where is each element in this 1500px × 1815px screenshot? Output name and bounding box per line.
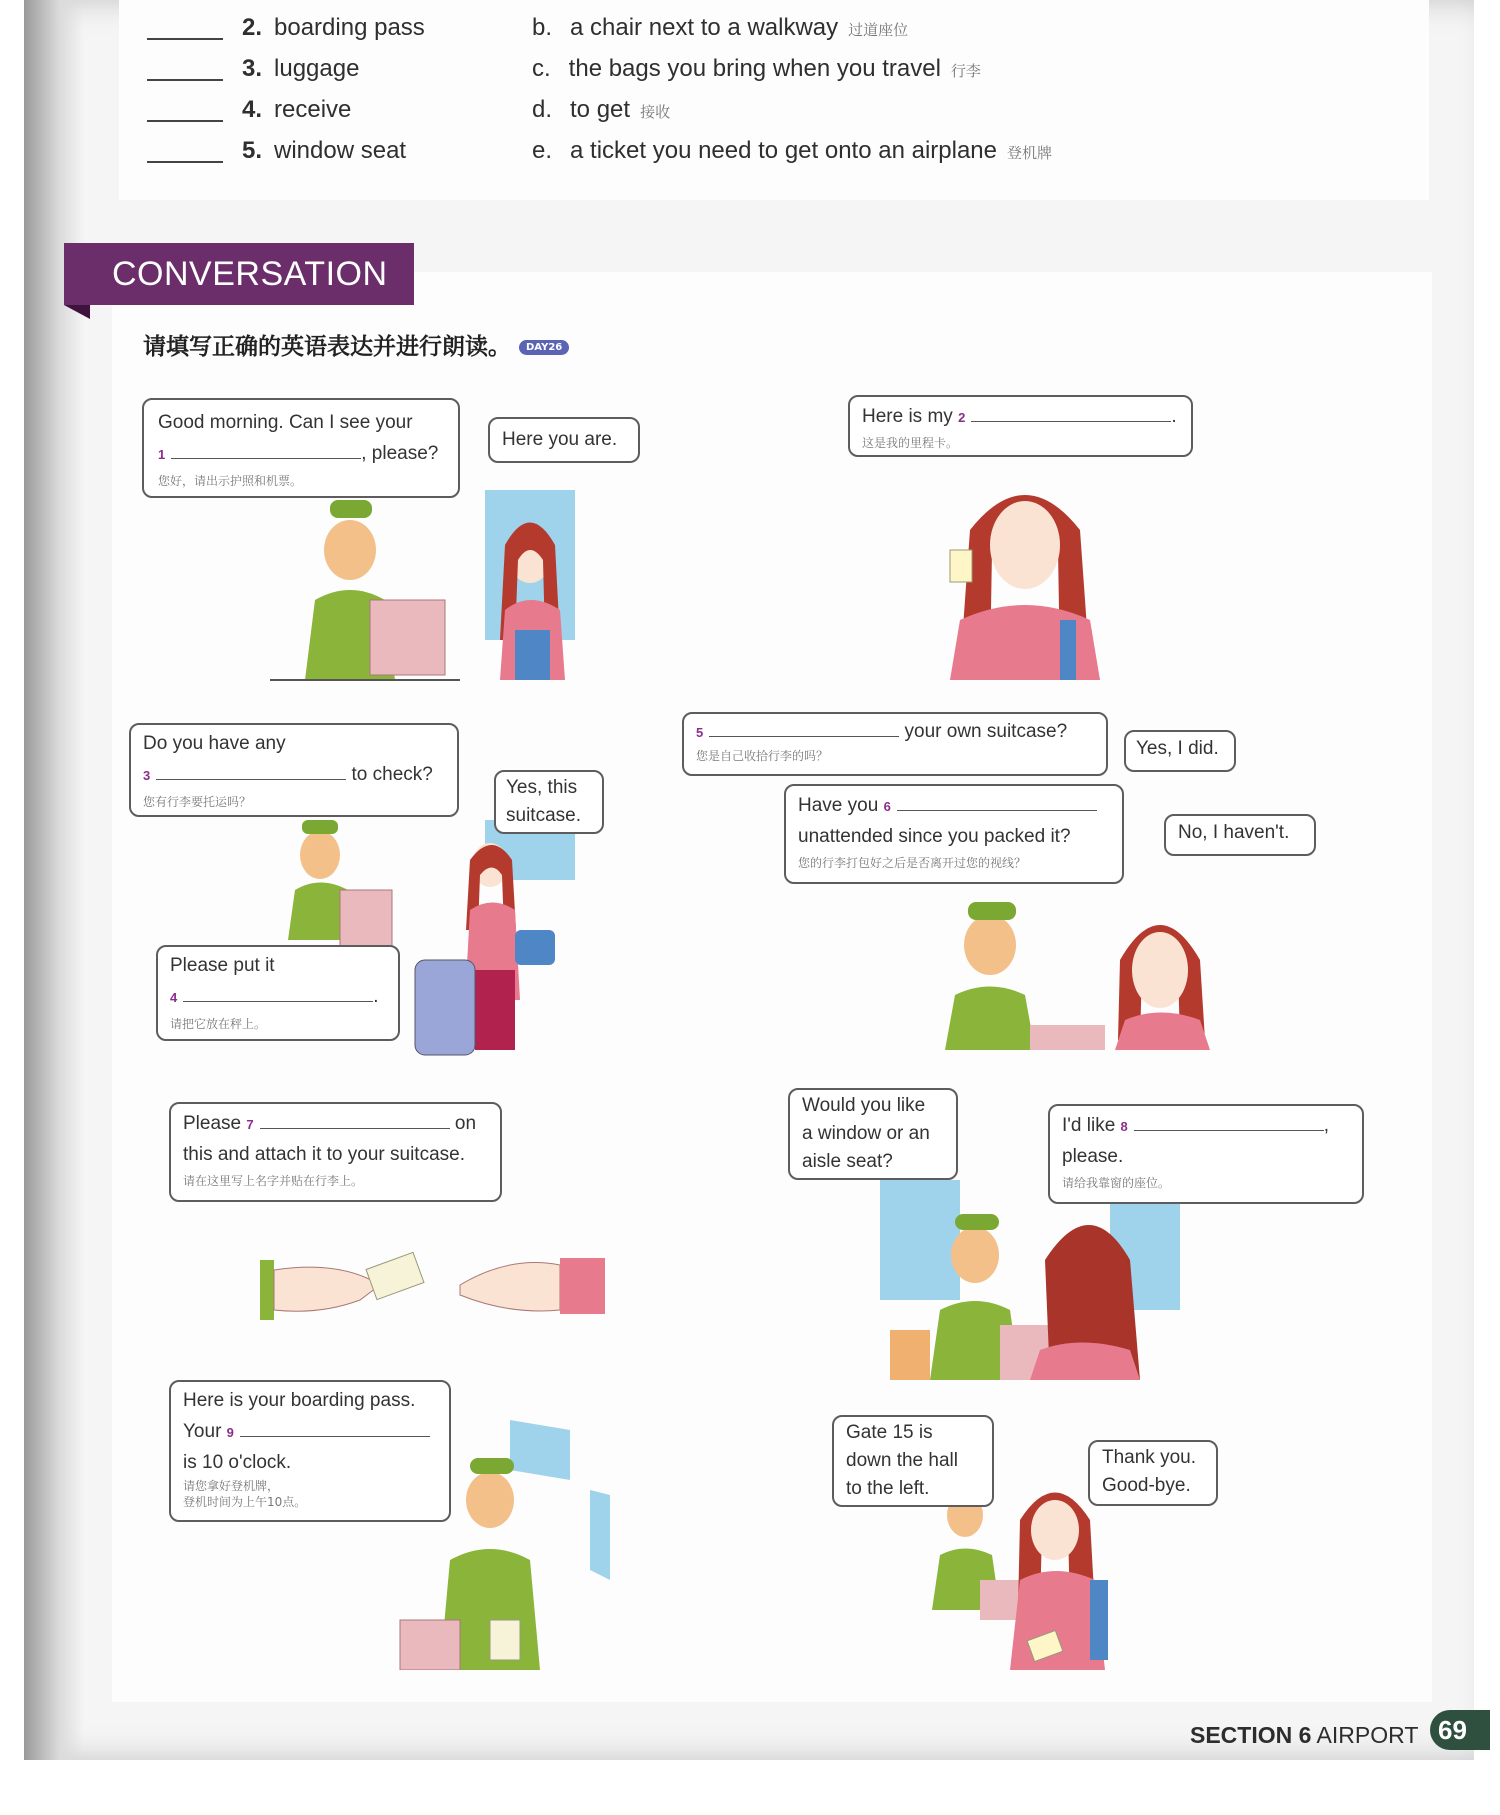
answer-blank[interactable] [147,38,223,40]
answer-blank[interactable] [147,120,223,122]
section-title: CONVERSATION [64,243,414,305]
fill-blank-8[interactable] [1134,1110,1324,1131]
fill-blank-1[interactable] [171,438,361,459]
fill-blank-4[interactable] [183,981,373,1002]
fill-blank-3[interactable] [156,759,346,780]
speech-bubble-traveler-4: Yes, I did. [1124,730,1236,772]
instruction-text: 请填写正确的英语表达并进行朗读。 DAY26 [143,328,569,361]
fill-blank-6[interactable] [897,790,1097,811]
term-item: 3. luggage [242,55,360,82]
definition-item: c. the bags you bring when you travel 行李 [532,55,981,82]
fill-blank-9[interactable] [240,1416,430,1437]
answer-blank[interactable] [147,161,223,163]
speech-bubble-traveler-6: I'd like 8 , please. 请给我靠窗的座位。 [1048,1104,1364,1204]
check-in-illustration-3 [930,890,1240,1050]
speech-bubble-agent-7: Would you like a window or an aisle seat? [788,1088,958,1180]
speech-bubble-agent-4: 5 your own suitcase? 您是自己收拾行李的吗？ [682,712,1108,776]
speech-bubble-traveler-5: No, I haven't. [1164,814,1316,856]
audio-day-badge[interactable]: DAY26 [519,340,569,355]
section-tab-fold [64,305,90,319]
fill-blank-5[interactable] [709,716,899,737]
traveler-illustration [930,470,1120,680]
check-in-illustration-4 [880,1180,1190,1380]
speech-bubble-agent-8: Here is your boarding pass. Your 9 is 10 o'clock. 请您拿好登机牌， 登机时间为上午10点。 [169,1380,451,1522]
answer-blank[interactable] [147,79,223,81]
section-footer: SECTION 6 AIRPORT [1190,1722,1419,1748]
definition-item: d. to get 接收 [532,96,671,123]
definition-item: e. a ticket you need to get onto an airplane 登机牌 [532,137,1053,164]
speech-bubble-agent-9: Gate 15 is down the hall to the left. [832,1415,994,1507]
page-number: 69 [1430,1710,1490,1750]
speech-bubble-agent-5: Have you 6 unattended since you packed it? 您的行李打包好之后是否离开过您的视线？ [784,784,1124,884]
speech-bubble-traveler-1: Here you are. [488,417,640,463]
term-item: 2. boarding pass [242,14,425,41]
fill-blank-7[interactable] [260,1108,450,1129]
speech-bubble-traveler-2: Here is my 2 . 这是我的里程卡。 [848,395,1193,457]
speech-bubble-agent-1: Good morning. Can I see your 1 , please? 您好，请出示护照和机票。 [142,398,460,498]
luggage-tag-illustration [260,1240,610,1340]
definition-item: b. a chair next to a walkway 过道座位 [532,14,909,41]
term-item: 5. window seat [242,137,407,164]
speech-bubble-agent-3: Please put it 4 . 请把它放在秤上。 [156,945,400,1041]
speech-bubble-traveler-7: Thank you. Good-bye. [1088,1440,1218,1506]
fill-blank-2[interactable] [971,401,1171,422]
speech-bubble-agent-2: Do you have any 3 to check? 您有行李要托运吗？ [129,723,459,817]
speech-bubble-traveler-3: Yes, this suitcase. [494,770,604,834]
term-item: 4. receive [242,96,352,123]
speech-bubble-agent-6: Please 7 on this and attach it to your suitcase. 请在这里写上名字并贴在行李上。 [169,1102,502,1202]
check-in-illustration-1 [260,480,590,690]
